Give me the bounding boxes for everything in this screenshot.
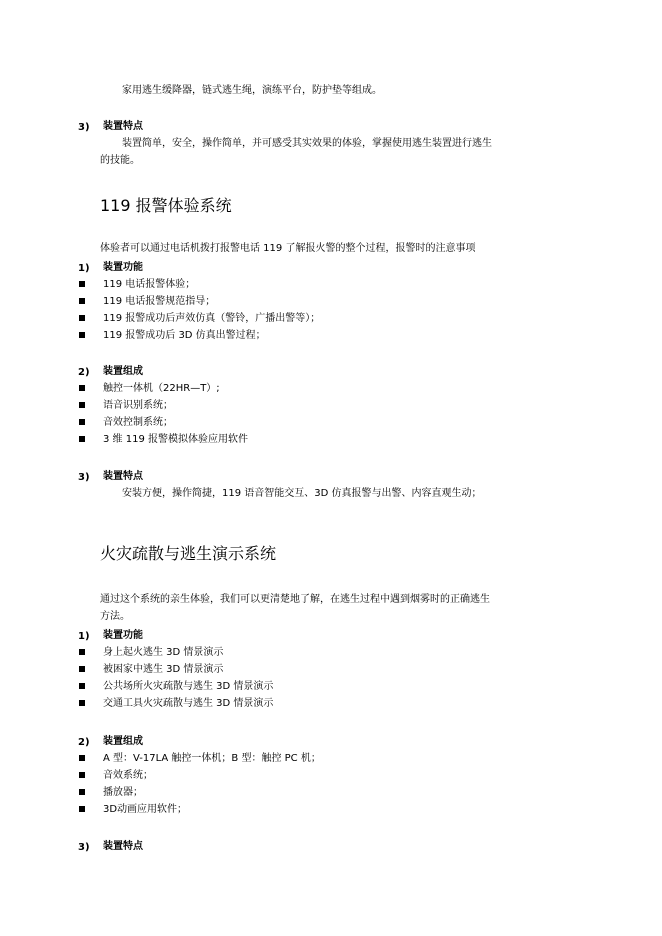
bullet-icon xyxy=(79,385,85,391)
section-intro: 体验者可以通过电话机拨打报警电话 119 了解报火警的整个过程，报警时的注意事项 xyxy=(100,243,476,254)
bullet-icon xyxy=(79,402,85,408)
function-heading: 装置功能 xyxy=(103,262,143,273)
function-heading: 装置功能 xyxy=(103,630,143,641)
bullet-icon xyxy=(79,806,85,812)
list-item: 语音识别系统； xyxy=(103,400,173,411)
list-number: 2) xyxy=(78,737,90,748)
feature-heading: 装置特点 xyxy=(103,841,143,852)
list-number: 3) xyxy=(78,842,90,853)
bullet-icon xyxy=(79,755,85,761)
feature-text: 装置简单，安全，操作简单，并可感受其实效果的体验，掌握使用逃生装置进行逃生 xyxy=(122,138,492,149)
list-number: 1) xyxy=(78,631,90,642)
list-number: 2) xyxy=(78,367,90,378)
list-item: 交通工具火灾疏散与逃生 3D 情景演示 xyxy=(103,698,274,709)
bullet-icon xyxy=(79,315,85,321)
list-item: 3D动画应用软件； xyxy=(103,804,188,815)
list-item: 音效控制系统； xyxy=(103,417,173,428)
bullet-icon xyxy=(79,666,85,672)
composition-heading: 装置组成 xyxy=(103,736,143,747)
list-item: 被困家中逃生 3D 情景演示 xyxy=(103,664,224,675)
bullet-icon xyxy=(79,281,85,287)
section-intro: 方法。 xyxy=(100,611,130,622)
list-item: 公共场所火灾疏散与逃生 3D 情景演示 xyxy=(103,681,274,692)
feature-heading: 装置特点 xyxy=(103,121,143,132)
bullet-icon xyxy=(79,772,85,778)
list-item: 119 报警成功后 3D 仿真出警过程； xyxy=(103,330,266,341)
list-number: 3) xyxy=(78,472,90,483)
list-number: 3) xyxy=(78,122,90,133)
feature-text: 安装方便，操作简捷，119 语音智能交互、3D 仿真报警与出警、内容直观生动； xyxy=(122,488,482,499)
list-item: 触控一体机（22HR—T）; xyxy=(103,383,220,394)
bullet-icon xyxy=(79,649,85,655)
bullet-icon xyxy=(79,683,85,689)
list-item: 119 电话报警规范指导； xyxy=(103,296,216,307)
list-item: 119 报警成功后声效仿真（警铃，广播出警等）； xyxy=(103,313,321,324)
list-item: 身上起火逃生 3D 情景演示 xyxy=(103,647,224,658)
bullet-icon xyxy=(79,700,85,706)
bullet-icon xyxy=(79,332,85,338)
list-item: 3 维 119 报警模拟体验应用软件 xyxy=(103,434,248,445)
feature-heading: 装置特点 xyxy=(103,471,143,482)
bullet-icon xyxy=(79,789,85,795)
composition-heading: 装置组成 xyxy=(103,366,143,377)
list-item: 播放器； xyxy=(103,787,143,798)
section-title-119: 119 报警体验系统 xyxy=(100,196,232,215)
list-number: 1) xyxy=(78,263,90,274)
bullet-icon xyxy=(79,419,85,425)
intro-line: 家用逃生缓降器，链式逃生绳，演练平台，防护垫等组成。 xyxy=(122,85,382,96)
list-item: 音效系统； xyxy=(103,770,153,781)
bullet-icon xyxy=(79,436,85,442)
list-item: 119 电话报警体验； xyxy=(103,279,196,290)
list-item: A 型：V-17LA 触控一体机；B 型：触控 PC 机； xyxy=(103,753,321,764)
section-title-fire: 火灾疏散与逃生演示系统 xyxy=(100,544,277,563)
feature-text: 的技能。 xyxy=(100,155,140,166)
section-intro: 通过这个系统的亲生体验，我们可以更清楚地了解，在逃生过程中遇到烟雾时的正确逃生 xyxy=(100,594,490,605)
bullet-icon xyxy=(79,298,85,304)
